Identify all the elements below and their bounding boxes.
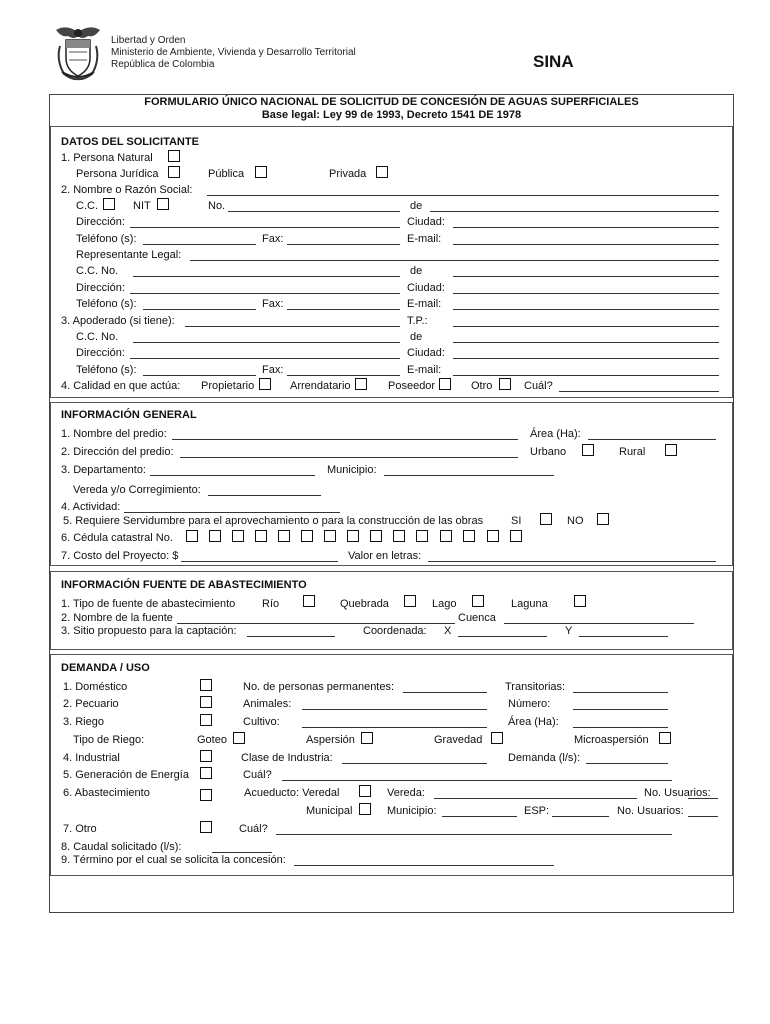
transitorias-label: Transitorias:	[505, 681, 566, 693]
y-field[interactable]	[579, 636, 668, 637]
sitio-field[interactable]	[247, 636, 335, 637]
cuenca-label: Cuenca	[458, 612, 496, 624]
apo-ciudad-field[interactable]	[453, 358, 719, 359]
costo-label: 7. Costo del Proyecto: $	[61, 550, 179, 562]
rep-fax-field[interactable]	[287, 309, 400, 310]
cedula-box-13[interactable]	[463, 530, 475, 542]
cedula-box-10[interactable]	[393, 530, 405, 542]
laguna-checkbox[interactable]	[574, 595, 586, 607]
vereda-field[interactable]	[208, 495, 321, 496]
direccion-field[interactable]	[130, 227, 400, 228]
cedula-box-11[interactable]	[416, 530, 428, 542]
cultivo-label: Cultivo:	[243, 716, 280, 728]
rep-telefono-field[interactable]	[143, 309, 256, 310]
cual-label: Cuál?	[524, 380, 553, 392]
cedula-box-5[interactable]	[278, 530, 290, 542]
apo-fax-label: Fax:	[262, 364, 284, 376]
de-label: de	[410, 200, 423, 212]
apo-email-field[interactable]	[453, 375, 719, 376]
demanda-ls-field[interactable]	[586, 763, 668, 764]
cedula-box-9[interactable]	[370, 530, 382, 542]
rio-checkbox[interactable]	[303, 595, 315, 607]
arrendatario-checkbox[interactable]	[355, 378, 367, 390]
caudal-label: 8. Caudal solicitado (l/s):	[61, 841, 182, 853]
esp-label: ESP:	[524, 805, 550, 817]
tipo-fuente-label: 1. Tipo de fuente de abastecimiento	[61, 598, 236, 610]
x-label: X	[444, 625, 452, 637]
otro-cual-label: Cuál?	[239, 823, 268, 835]
urbano-checkbox[interactable]	[582, 444, 594, 456]
industrial-label: 4. Industrial	[63, 752, 120, 764]
direccion-predio-field[interactable]	[180, 457, 518, 458]
otro-uso-checkbox[interactable]	[200, 821, 212, 833]
persona-natural-checkbox[interactable]	[168, 150, 180, 162]
email-field[interactable]	[453, 244, 719, 245]
gravedad-checkbox[interactable]	[491, 732, 503, 744]
direccion-label: Dirección:	[76, 216, 125, 228]
apo-telefono-label: Teléfono (s):	[76, 364, 137, 376]
servidumbre-label: 5. Requiere Servidumbre para el aprovechamiento o para la construcción de las obras	[63, 515, 484, 527]
personas-field[interactable]	[403, 692, 487, 693]
propietario-checkbox[interactable]	[259, 378, 271, 390]
municipio-label: Municipio:	[327, 464, 377, 476]
usuarios-municipal-label: No. Usuarios:	[617, 805, 684, 817]
form-subtitle: Base legal: Ley 99 de 1993, Decreto 1541 DE 1978	[261, 109, 522, 121]
vereda-label: Vereda y/o Corregimiento:	[73, 484, 201, 496]
abastecimiento-label: 6. Abastecimiento	[63, 787, 150, 799]
pecuario-label: 2. Pecuario	[63, 698, 119, 710]
direccion-predio-label: 2. Dirección del predio:	[61, 446, 174, 458]
generacion-label: 5. Generación de Energía	[63, 769, 189, 781]
rural-label: Rural	[619, 446, 646, 458]
actividad-label: 4. Actividad:	[61, 501, 121, 513]
numero-label: No.	[208, 200, 226, 212]
fax-label: Fax:	[262, 233, 284, 245]
cual-field[interactable]	[559, 391, 719, 392]
actividad-field[interactable]	[124, 512, 340, 513]
cedula-box-8[interactable]	[347, 530, 359, 542]
transitorias-field[interactable]	[573, 692, 668, 693]
cedula-box-3[interactable]	[232, 530, 244, 542]
sina-label: SINA	[533, 52, 574, 71]
rio-label: Río	[262, 598, 280, 610]
section-heading-solicitante: DATOS DEL SOLICITANTE	[61, 136, 199, 148]
otro-uso-label: 7. Otro	[63, 823, 97, 835]
cedula-box-6[interactable]	[301, 530, 313, 542]
microaspersion-label: Microaspersión	[574, 734, 649, 746]
municipio-field[interactable]	[384, 475, 554, 476]
representante-field[interactable]	[190, 260, 719, 261]
riego-label: 3. Riego	[63, 716, 104, 728]
clase-industria-field[interactable]	[342, 763, 487, 764]
header-line-2: Ministerio de Ambiente, Vivienda y Desarrollo Territorial	[111, 47, 356, 58]
persona-natural-label: 1. Persona Natural	[61, 152, 153, 164]
propietario-label: Propietario	[201, 380, 255, 392]
cedula-box-4[interactable]	[255, 530, 267, 542]
poseedor-label: Poseedor	[388, 380, 436, 392]
costo-field[interactable]	[181, 561, 338, 562]
rep-de-field[interactable]	[453, 276, 719, 277]
apo-cc-field[interactable]	[133, 342, 400, 343]
apo-ciudad-label: Ciudad:	[407, 347, 445, 359]
numero-field[interactable]	[228, 211, 400, 212]
tipo-riego-label: Tipo de Riego:	[73, 734, 145, 746]
pecuario-checkbox[interactable]	[200, 696, 212, 708]
publica-label: Pública	[208, 168, 245, 180]
area-riego-field[interactable]	[573, 727, 668, 728]
personas-label: No. de personas permanentes:	[243, 681, 395, 693]
si-checkbox[interactable]	[540, 513, 552, 525]
telefono-label: Teléfono (s):	[76, 233, 137, 245]
generacion-cual-label: Cuál?	[243, 769, 272, 781]
header-line-3: República de Colombia	[111, 59, 215, 70]
nit-checkbox[interactable]	[157, 198, 169, 210]
apoderado-field[interactable]	[185, 326, 400, 327]
tp-label: T.P.:	[407, 315, 428, 327]
industrial-checkbox[interactable]	[200, 750, 212, 762]
de-field[interactable]	[430, 211, 719, 212]
rep-fax-label: Fax:	[262, 298, 284, 310]
otro-label: Otro	[471, 380, 493, 392]
animales-label: Animales:	[243, 698, 292, 710]
domestico-label: 1. Doméstico	[63, 681, 128, 693]
acueducto-veredal-checkbox[interactable]	[359, 785, 371, 797]
rep-telefono-label: Teléfono (s):	[76, 298, 137, 310]
apo-direccion-label: Dirección:	[76, 347, 125, 359]
no-checkbox[interactable]	[597, 513, 609, 525]
ciudad-label: Ciudad:	[407, 216, 445, 228]
rep-cc-field[interactable]	[133, 276, 400, 277]
rural-checkbox[interactable]	[665, 444, 677, 456]
cc-checkbox[interactable]	[103, 198, 115, 210]
goteo-label: Goteo	[197, 734, 227, 746]
termino-field[interactable]	[294, 865, 554, 866]
fax-field[interactable]	[287, 244, 400, 245]
rep-direccion-field[interactable]	[130, 293, 400, 294]
sitio-label: 3. Sitio propuesto para la captación:	[61, 625, 237, 637]
acueducto-municipio-label: Municipio:	[387, 805, 437, 817]
apo-fax-field[interactable]	[287, 375, 400, 376]
gravedad-label: Gravedad	[434, 734, 483, 746]
acueducto-municipio-field[interactable]	[442, 816, 517, 817]
cedula-box-7[interactable]	[324, 530, 336, 542]
cedula-box-14[interactable]	[487, 530, 499, 542]
section-heading-demanda: DEMANDA / USO	[61, 662, 150, 674]
usuarios-veredal-label: No. Usuarios:	[644, 787, 711, 799]
nombre-razon-label: 2. Nombre o Razón Social:	[61, 184, 193, 196]
aspersion-checkbox[interactable]	[361, 732, 373, 744]
apo-email-label: E-mail:	[407, 364, 442, 376]
riego-checkbox[interactable]	[200, 714, 212, 726]
rep-cc-label: C.C. No.	[76, 265, 119, 277]
x-field[interactable]	[458, 636, 547, 637]
caudal-field[interactable]	[212, 852, 272, 853]
acueducto-vereda-label: Vereda:	[387, 787, 425, 799]
form-title: FORMULARIO ÚNICO NACIONAL DE SOLICITUD DE CONCESIÓN DE AGUAS SUPERFICIALES	[144, 96, 639, 108]
header-line-1: Libertad y Orden	[111, 35, 186, 46]
abastecimiento-checkbox[interactable]	[200, 789, 212, 801]
coat-of-arms-logo	[52, 24, 104, 82]
usuarios-veredal-field[interactable]	[688, 798, 718, 799]
otro-cual-field[interactable]	[276, 834, 672, 835]
lago-checkbox[interactable]	[472, 595, 484, 607]
microaspersion-checkbox[interactable]	[659, 732, 671, 744]
apoderado-label: 3. Apoderado (si tiene):	[61, 315, 175, 327]
apo-de-label: de	[410, 331, 423, 343]
apo-direccion-field[interactable]	[130, 358, 400, 359]
numero-animales-field[interactable]	[573, 709, 668, 710]
termino-label: 9. Término por el cual se solicita la concesión:	[61, 854, 286, 866]
area-field[interactable]	[588, 439, 716, 440]
valor-field[interactable]	[428, 561, 716, 562]
area-label: Área (Ha):	[530, 428, 581, 440]
cedula-box-12[interactable]	[440, 530, 452, 542]
aspersion-label: Aspersión	[306, 734, 355, 746]
rep-direccion-label: Dirección:	[76, 282, 125, 294]
animales-field[interactable]	[302, 709, 487, 710]
cedula-box-15[interactable]	[510, 530, 522, 542]
tp-field[interactable]	[453, 326, 719, 327]
domestico-checkbox[interactable]	[200, 679, 212, 691]
valor-label: Valor en letras:	[348, 550, 422, 562]
cedula-box-2[interactable]	[209, 530, 221, 542]
departamento-label: 3. Departamento:	[61, 464, 146, 476]
no-label: NO	[567, 515, 584, 527]
representante-label: Representante Legal:	[76, 249, 182, 261]
si-label: SI	[511, 515, 522, 527]
quebrada-checkbox[interactable]	[404, 595, 416, 607]
goteo-checkbox[interactable]	[233, 732, 245, 744]
departamento-field[interactable]	[150, 475, 315, 476]
nombre-predio-field[interactable]	[172, 439, 518, 440]
apo-cc-label: C.C. No.	[76, 331, 119, 343]
persona-juridica-label: Persona Jurídica	[76, 168, 159, 180]
section-heading-fuente: INFORMACIÓN FUENTE DE ABASTECIMIENTO	[61, 579, 307, 591]
email-label: E-mail:	[407, 233, 442, 245]
y-label: Y	[565, 625, 573, 637]
otro-checkbox[interactable]	[499, 378, 511, 390]
clase-industria-label: Clase de Industria:	[241, 752, 333, 764]
cedula-label: 6. Cédula catastral No.	[61, 532, 173, 544]
nombre-predio-label: 1. Nombre del predio:	[61, 428, 167, 440]
arrendatario-label: Arrendatario	[290, 380, 351, 392]
calidad-label: 4. Calidad en que actúa:	[61, 380, 181, 392]
cuenca-field[interactable]	[504, 623, 694, 624]
nombre-fuente-label: 2. Nombre de la fuente	[61, 612, 173, 624]
publica-checkbox[interactable]	[255, 166, 267, 178]
persona-juridica-checkbox[interactable]	[168, 166, 180, 178]
generacion-checkbox[interactable]	[200, 767, 212, 779]
privada-label: Privada	[329, 168, 367, 180]
cedula-box-1[interactable]	[186, 530, 198, 542]
apo-de-field[interactable]	[453, 342, 719, 343]
nombre-razon-field[interactable]	[207, 195, 719, 196]
poseedor-checkbox[interactable]	[439, 378, 451, 390]
area-riego-label: Área (Ha):	[508, 716, 559, 728]
rep-email-label: E-mail:	[407, 298, 442, 310]
privada-checkbox[interactable]	[376, 166, 388, 178]
coordenada-label: Coordenada:	[363, 625, 427, 637]
usuarios-municipal-field[interactable]	[688, 816, 718, 817]
acueducto-vereda-field[interactable]	[434, 798, 637, 799]
municipal-label: Municipal	[306, 805, 353, 817]
rep-de-label: de	[410, 265, 423, 277]
cultivo-field[interactable]	[302, 727, 487, 728]
demanda-ls-label: Demanda (l/s):	[508, 752, 581, 764]
acueducto-veredal-label: Acueducto: Veredal	[244, 787, 340, 799]
ciudad-field[interactable]	[453, 227, 719, 228]
quebrada-label: Quebrada	[340, 598, 389, 610]
esp-field[interactable]	[552, 816, 609, 817]
cc-label: C.C.	[76, 200, 98, 212]
rep-email-field[interactable]	[453, 309, 719, 310]
apo-telefono-field[interactable]	[143, 375, 256, 376]
laguna-label: Laguna	[511, 598, 548, 610]
urbano-label: Urbano	[530, 446, 567, 458]
nombre-fuente-field[interactable]	[177, 623, 455, 624]
rep-ciudad-field[interactable]	[453, 293, 719, 294]
numero-animales-label: Número:	[508, 698, 551, 710]
rep-ciudad-label: Ciudad:	[407, 282, 445, 294]
generacion-cual-field[interactable]	[282, 780, 672, 781]
municipal-checkbox[interactable]	[359, 803, 371, 815]
telefono-field[interactable]	[143, 244, 256, 245]
section-heading-general: INFORMACIÓN GENERAL	[61, 409, 197, 421]
nit-label: NIT	[133, 200, 151, 212]
lago-label: Lago	[432, 598, 457, 610]
